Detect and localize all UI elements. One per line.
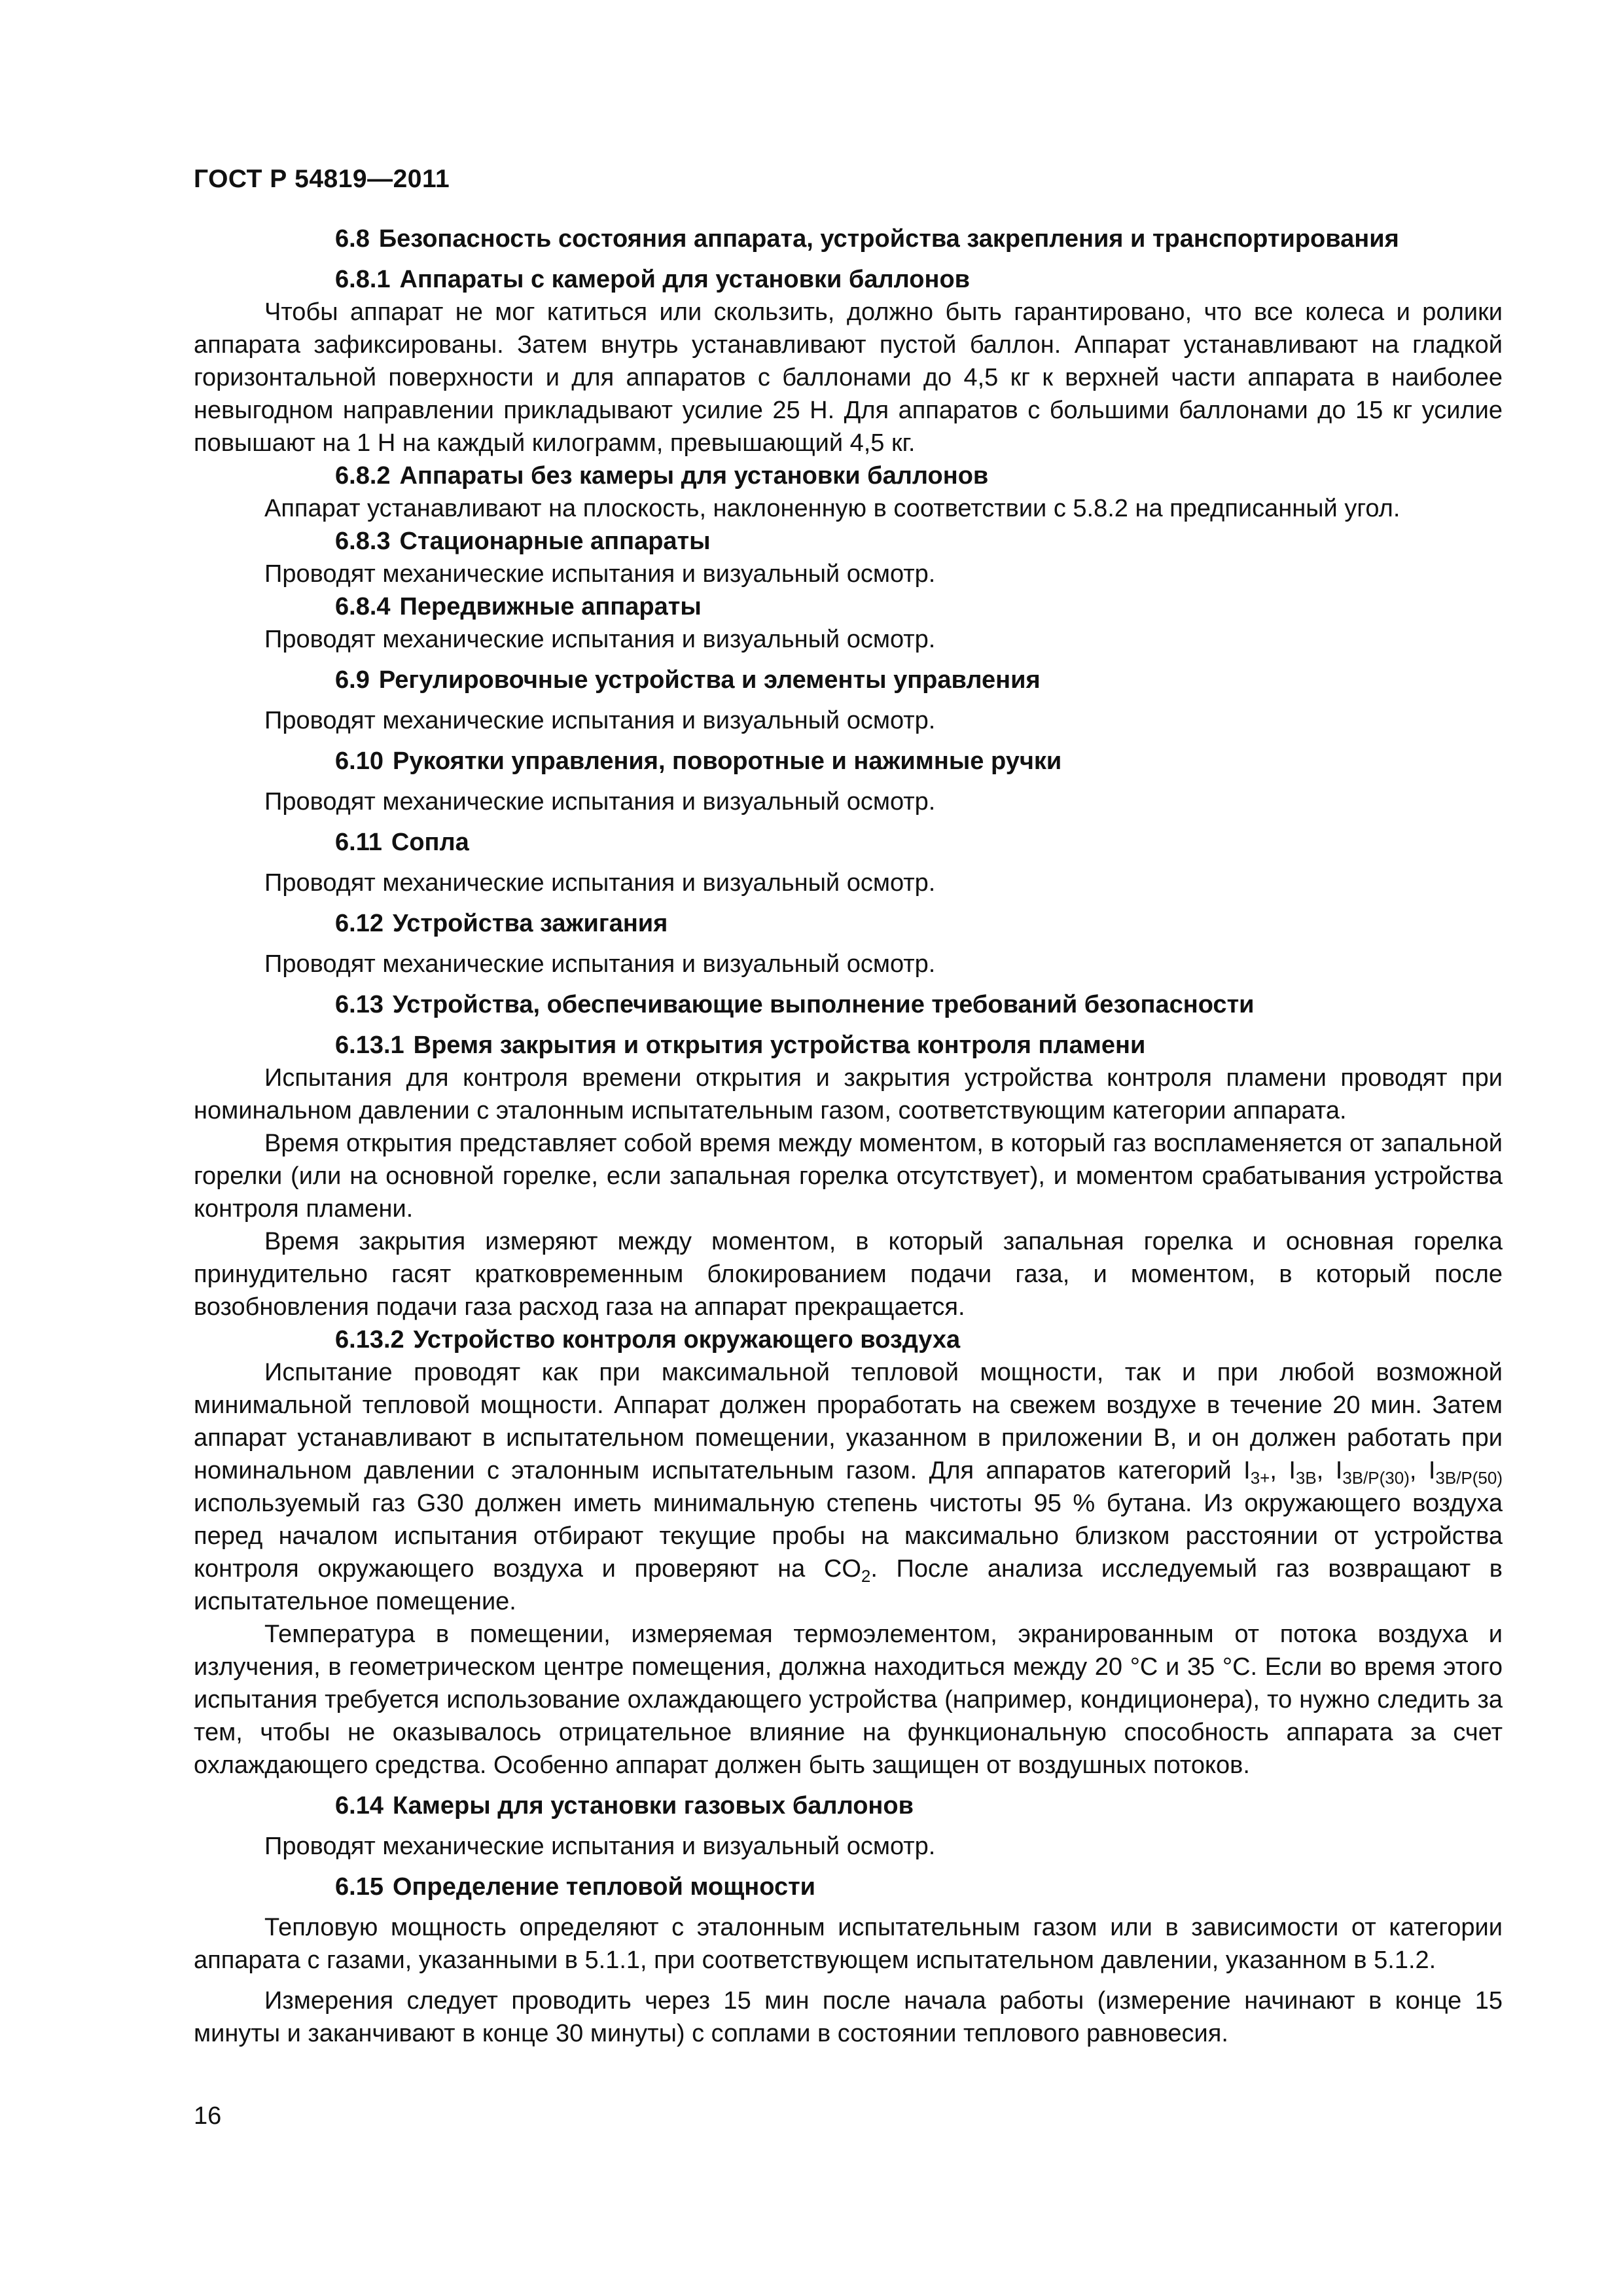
section-title: Стационарные аппараты [399, 528, 711, 555]
section-title: Регулировочные устройства и элементы управления [378, 666, 1041, 694]
section-heading-6-8-2 [194, 459, 1503, 492]
paragraph: Температура в помещении, измеряемая термоэлементом, экранированным от потока воздуха и излучения, в геометрическом центре помещения, должна находиться между 20 °С и 35 °С. Если во время этого испытания требуется использование охлаждающего устройства (например, кондиционера), то нужно следить за тем, чтобы не оказывалось отрицательное влияние на функциональную способность аппарата за счет охлаждающего средства. Особенно аппарат должен быть защищен от воздушных потоков. [194, 1621, 1503, 1779]
section-title: Устройства, обеспечивающие выполнение требований безопасности [392, 991, 1255, 1018]
paragraph-text: используемый газ G30 должен иметь минимальную степень чистоты 95 % бутана. Из окружающего воздуха перед началом испытания отбирают текущие пробы на максимально близком расстоянии от устройства контроля окружающего воздуха и проверяют на [194, 1490, 1503, 1583]
document-body [194, 223, 1503, 2050]
section-number: 6.10 [335, 747, 383, 775]
paragraph: Аппарат устанавливают на плоскость, наклоненную в соответствии с 5.8.2 на предписанный угол. [264, 495, 1400, 522]
paragraph: Время открытия представляет собой время между моментом, в который газ воспламеняется от запальной горелки (или на основной горелке, если запальная горелка отсутствует), и моментом срабатывания устройства контроля пламени. [194, 1130, 1503, 1223]
section-number: 6.8.2 [335, 462, 391, 490]
section-title: Устройства зажигания [392, 910, 668, 937]
section-heading-6-9 [194, 664, 1503, 696]
section-number: 6.15 [335, 1873, 383, 1901]
document-header: ГОСТ Р 54819—2011 [194, 165, 450, 193]
section-number: 6.11 [335, 829, 382, 856]
section-heading-6-13-1 [194, 1029, 1503, 1062]
paragraph: Проводят механические испытания и визуальный осмотр. [264, 950, 936, 978]
section-title: Определение тепловой мощности [392, 1873, 816, 1901]
section-title: Безопасность состояния аппарата, устройства закрепления и транспортирования [378, 225, 1399, 253]
separator: , [1316, 1457, 1336, 1484]
section-heading-6-8-1 [194, 263, 1503, 296]
paragraph: Измерения следует проводить через 15 мин после начала работы (измерение начинают в конце 15 минуты и заканчивают в конце 30 минуты) с соплами в состоянии теплового равновесия. [194, 1987, 1503, 2047]
paragraph: Проводят механические испытания и визуальный осмотр. [264, 788, 936, 816]
section-heading-6-12 [194, 907, 1503, 940]
section-title: Камеры для установки газовых баллонов [392, 1792, 914, 1820]
paragraph: Проводят механические испытания и визуальный осмотр. [264, 1833, 936, 1860]
category-subscript: 3B/P(50) [1435, 1468, 1503, 1488]
section-title: Время закрытия и открытия устройства контроля пламени [413, 1031, 1146, 1059]
paragraph-text: . После анализа исследуемый газ возвращают в испытательное помещение. [194, 1555, 1503, 1615]
section-number: 6.13.2 [335, 1326, 404, 1354]
formula-subscript: 2 [861, 1566, 871, 1586]
paragraph: Чтобы аппарат не мог катиться или скользить, должно быть гарантировано, что все колеса и ролики аппарата зафиксированы. Затем внутрь устанавливают пустой баллон. Аппарат устанавливают на гладкой горизонтальной поверхности и для аппаратов с баллонами до 4,5 кг к верхней части аппарата в наиболее невыгодном направлении прикладывают усилие 25 Н. Для аппаратов с большими баллонами до 15 кг усилие повышают на 1 Н на каждый килограмм, превышающий 4,5 кг. [194, 298, 1503, 457]
section-heading-6-8-4 [194, 590, 1503, 623]
separator: , [1270, 1457, 1289, 1484]
category-symbol: I [1335, 1457, 1343, 1484]
paragraph: Проводят механические испытания и визуальный осмотр. [264, 626, 936, 653]
section-number: 6.8.3 [335, 528, 391, 555]
separator: , [1409, 1457, 1429, 1484]
category-subscript: 3B/P(30) [1342, 1468, 1410, 1488]
section-number: 6.8.1 [335, 266, 391, 293]
page-number: 16 [194, 2102, 222, 2130]
section-title: Аппараты с камерой для установки баллонов [399, 266, 971, 293]
section-title: Рукоятки управления, поворотные и нажимные ручки [392, 747, 1062, 775]
section-title: Устройство контроля окружающего воздуха [413, 1326, 961, 1354]
category-symbol: I [1289, 1457, 1296, 1484]
section-title: Аппараты без камеры для установки баллонов [399, 462, 989, 490]
paragraph: Проводят механические испытания и визуальный осмотр. [264, 560, 936, 588]
section-number: 6.8 [335, 225, 370, 253]
section-heading-6-15 [194, 1871, 1503, 1903]
paragraph: Время закрытия измеряют между моментом, в который запальная горелка и основная горелка принудительно гасят кратковременным блокированием подачи газа, и моментом, в который после возобновления подачи газа расход газа на аппарат прекращается. [194, 1228, 1503, 1321]
section-title: Передвижные аппараты [399, 593, 702, 620]
category-symbol: I [1428, 1457, 1436, 1484]
category-subscript: 3B [1295, 1468, 1317, 1488]
section-heading-6-11 [194, 826, 1503, 859]
section-heading-6-13-2 [194, 1323, 1503, 1356]
section-heading-6-14 [194, 1789, 1503, 1822]
section-title: Сопла [391, 829, 469, 856]
category-subscript: 3+ [1250, 1468, 1270, 1488]
section-number: 6.13 [335, 991, 383, 1018]
paragraph: Проводят механические испытания и визуальный осмотр. [264, 707, 936, 734]
paragraph: Тепловую мощность определяют с эталонным испытательным газом или в зависимости от категории аппарата с газами, указанными в 5.1.1, при соответствующем испытательном давлении, указанном в 5.1.2. [194, 1914, 1503, 1974]
section-heading-6-8 [194, 223, 1503, 255]
paragraph-text: Испытание проводят как при максимальной тепловой мощности, так и при любой возможной минимальной тепловой мощности. Аппарат должен проработать на свежем воздухе в течение 20 мин. Затем аппарат устанавливают в испытательном помещении, указанном в приложении В, и он должен работать при номинальном давлении с эталонным испытательным газом. Для аппаратов категорий [194, 1359, 1503, 1484]
category-symbol: I [1243, 1457, 1251, 1484]
formula: CO [823, 1555, 861, 1583]
section-heading-6-8-3 [194, 525, 1503, 558]
section-number: 6.8.4 [335, 593, 391, 620]
section-number: 6.14 [335, 1792, 383, 1820]
paragraph: Проводят механические испытания и визуальный осмотр. [264, 869, 936, 897]
section-number: 6.9 [335, 666, 370, 694]
paragraph [194, 1356, 1503, 1618]
section-heading-6-13 [194, 988, 1503, 1021]
section-number: 6.13.1 [335, 1031, 404, 1059]
section-number: 6.12 [335, 910, 383, 937]
paragraph: Испытания для контроля времени открытия и закрытия устройства контроля пламени проводят при номинальном давлении с эталонным испытательным газом, соответствующим категории аппарата. [194, 1064, 1503, 1124]
section-heading-6-10 [194, 745, 1503, 778]
